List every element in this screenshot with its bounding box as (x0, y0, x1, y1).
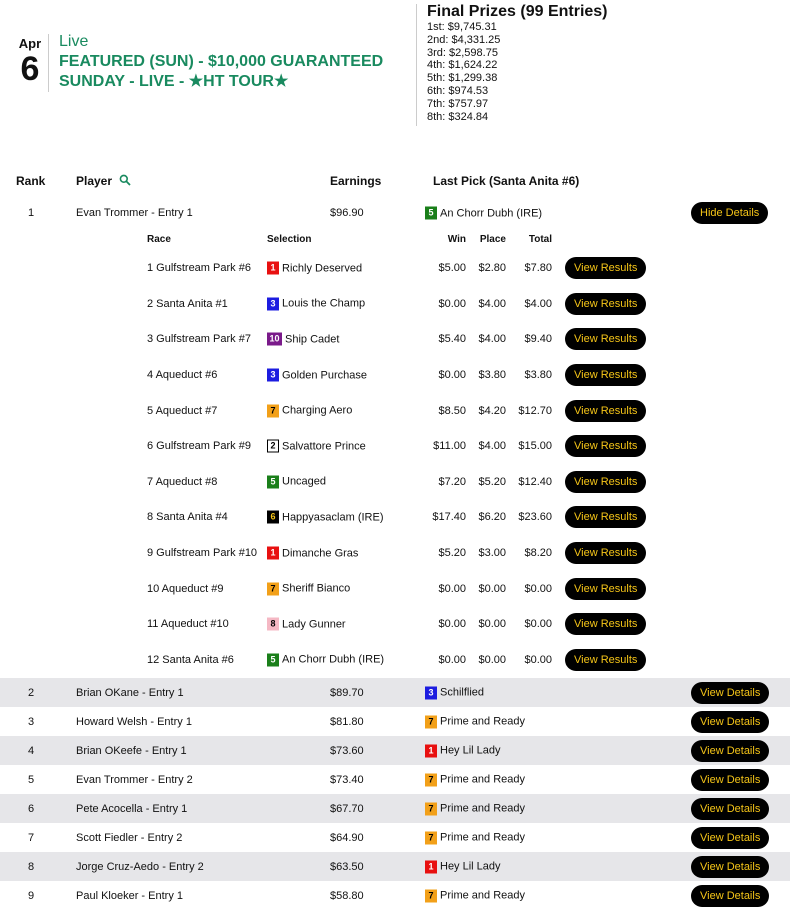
player-row (0, 736, 790, 765)
post-number-badge: 3 (267, 297, 279, 310)
view-results-button[interactable]: View Results (565, 471, 646, 493)
selection (267, 297, 365, 310)
selection (267, 653, 384, 666)
total-amount: $15.00 (518, 440, 552, 453)
horse-name: Dimanche Gras (282, 547, 359, 560)
total-amount: $12.40 (518, 475, 552, 488)
horse-name: Hey Lil Lady (440, 860, 501, 873)
place-amount: $4.00 (478, 440, 506, 453)
win-amount: $0.00 (438, 369, 466, 382)
earnings: $73.40 (330, 773, 364, 786)
view-details-button[interactable]: View Details (691, 740, 769, 762)
horse-name: Uncaged (282, 475, 327, 488)
player-name: Jorge Cruz-Aedo - Entry 2 (76, 860, 204, 873)
last-pick (425, 889, 525, 902)
race-row (0, 357, 790, 393)
horse-name: Louis the Champ (282, 297, 366, 310)
detail-header-selection: Selection (267, 234, 312, 245)
total-amount: $0.00 (524, 653, 552, 666)
rank: 2 (28, 686, 35, 699)
win-amount: $0.00 (438, 297, 466, 310)
total-amount: $8.20 (524, 547, 552, 560)
last-pick (425, 860, 501, 873)
post-number-badge: 7 (425, 831, 437, 844)
horse-name: Sheriff Bianco (282, 582, 351, 595)
view-details-button[interactable]: View Details (691, 885, 769, 907)
last-pick (425, 686, 484, 699)
post-number-badge: 5 (267, 653, 279, 666)
event-month: Apr (18, 36, 42, 51)
view-results-button[interactable]: View Results (565, 328, 646, 350)
player-row (0, 765, 790, 794)
detail-header-win: Win (447, 234, 466, 245)
event-date (12, 36, 48, 88)
place-amount: $0.00 (478, 582, 506, 595)
post-number-badge: 2 (267, 440, 279, 453)
place-amount: $3.80 (478, 369, 506, 382)
prizes-list (427, 21, 608, 123)
total-amount: $9.40 (524, 333, 552, 346)
place-amount: $0.00 (478, 618, 506, 631)
horse-name: Prime and Ready (440, 773, 525, 786)
prize-item: 7th: $757.97 (427, 97, 489, 110)
selection (267, 440, 366, 453)
column-header-player-label: Player (76, 174, 113, 188)
player-row (0, 881, 790, 910)
horse-name: Salvattore Prince (282, 440, 366, 453)
last-pick (425, 831, 525, 844)
prize-item: 3rd: $2,598.75 (427, 46, 498, 59)
horse-name: Schilflied (440, 686, 485, 699)
race-row (0, 535, 790, 571)
win-amount: $0.00 (438, 582, 466, 595)
selection (267, 547, 358, 560)
detail-header-race: Race (147, 234, 171, 245)
place-amount: $4.00 (478, 333, 506, 346)
player-name: Paul Kloeker - Entry 1 (76, 889, 183, 902)
horse-name: Prime and Ready (440, 889, 525, 902)
post-number-badge: 3 (425, 686, 437, 699)
win-amount: $7.20 (438, 475, 466, 488)
view-results-button[interactable]: View Results (565, 257, 646, 279)
player-row (0, 823, 790, 852)
prize-item: 5th: $1,299.38 (427, 72, 498, 85)
earnings: $63.50 (330, 860, 364, 873)
race-row (0, 607, 790, 643)
post-number-badge: 8 (267, 618, 279, 631)
post-number-badge: 7 (425, 715, 437, 728)
race-name: 12 Santa Anita #6 (147, 653, 234, 666)
place-amount: $4.00 (478, 297, 506, 310)
post-number-badge: 7 (267, 582, 279, 595)
player-name: Brian OKane - Entry 1 (76, 686, 184, 699)
race-name: 1 Gulfstream Park #6 (147, 262, 251, 275)
place-amount: $0.00 (478, 653, 506, 666)
race-row (0, 322, 790, 358)
win-amount: $5.40 (438, 333, 466, 346)
view-details-button[interactable]: View Details (691, 827, 769, 849)
selection (267, 618, 346, 631)
horse-name: Ship Cadet (285, 333, 340, 346)
prize-item: 4th: $1,624.22 (427, 59, 498, 72)
race-name: 4 Aqueduct #6 (147, 369, 218, 382)
view-results-button[interactable]: View Results (565, 400, 646, 422)
earnings: $96.90 (330, 207, 364, 219)
win-amount: $17.40 (432, 511, 466, 524)
total-amount: $23.60 (518, 511, 552, 524)
last-pick (425, 744, 501, 757)
prizes-heading: Final Prizes (99 Entries) (427, 3, 608, 20)
race-row (0, 251, 790, 287)
rank: 6 (28, 802, 35, 815)
race-name: 11 Aqueduct #10 (147, 618, 229, 631)
race-name: 2 Santa Anita #1 (147, 297, 228, 310)
detail-header-total: Total (528, 234, 552, 245)
view-results-button[interactable]: View Results (565, 613, 646, 635)
race-name: 10 Aqueduct #9 (147, 582, 224, 595)
post-number-badge: 10 (267, 333, 282, 346)
selection (267, 582, 350, 595)
race-row (0, 642, 790, 678)
player-row (0, 707, 790, 736)
view-details-button[interactable]: View Details (691, 769, 769, 791)
prize-item: 6th: $974.53 (427, 84, 489, 97)
earnings: $73.60 (330, 744, 364, 757)
horse-name: Prime and Ready (440, 802, 525, 815)
prize-item: 2nd: $4,331.25 (427, 33, 501, 46)
rank: 5 (28, 773, 35, 786)
horse-name: Golden Purchase (282, 369, 367, 382)
post-number-badge: 1 (425, 744, 437, 757)
event-day: 6 (20, 50, 40, 88)
win-amount: $11.00 (433, 440, 466, 453)
post-number-badge: 1 (267, 547, 279, 560)
rank: 7 (28, 831, 35, 844)
total-amount: $0.00 (524, 618, 552, 631)
place-amount: $4.20 (478, 404, 506, 417)
player-name: Brian OKeefe - Entry 1 (76, 744, 187, 757)
search-icon[interactable] (119, 174, 131, 189)
race-row (0, 429, 790, 465)
post-number-badge: 7 (267, 404, 279, 417)
player-row (0, 852, 790, 881)
prize-item: 1st: $9,745.31 (427, 21, 497, 33)
tournament-header (0, 0, 790, 130)
race-row (0, 464, 790, 500)
rank: 9 (28, 889, 35, 902)
post-number-badge: 5 (425, 207, 437, 220)
earnings: $58.80 (330, 889, 364, 902)
horse-name: Happyasaclam (IRE) (282, 511, 384, 524)
selection (267, 404, 352, 417)
column-header-earnings: Earnings (330, 174, 382, 188)
view-results-button[interactable]: View Results (565, 293, 646, 315)
selection (267, 262, 362, 275)
race-name: 8 Santa Anita #4 (147, 511, 228, 524)
horse-name: Richly Deserved (282, 262, 363, 275)
divider (416, 4, 417, 126)
player-name: Evan Trommer - Entry 1 (76, 207, 193, 219)
player-row (0, 794, 790, 823)
horse-name: An Chorr Dubh (IRE) (282, 653, 385, 666)
last-pick (425, 207, 542, 220)
horse-name: Charging Aero (282, 404, 353, 417)
earnings: $81.80 (330, 715, 364, 728)
rank: 3 (28, 715, 35, 728)
win-amount: $5.00 (438, 262, 466, 275)
hide-details-button[interactable]: Hide Details (691, 202, 768, 224)
view-results-button[interactable]: View Results (565, 435, 646, 457)
view-results-button[interactable]: View Results (565, 364, 646, 386)
view-details-button[interactable]: View Details (691, 856, 769, 878)
divider (48, 34, 49, 92)
post-number-badge: 5 (267, 475, 279, 488)
view-details-button[interactable]: View Details (691, 711, 769, 733)
earnings: $64.90 (330, 831, 364, 844)
post-number-badge: 1 (267, 262, 279, 275)
selection (267, 475, 326, 488)
column-header-rank: Rank (16, 174, 46, 188)
player-name: Howard Welsh - Entry 1 (76, 715, 192, 728)
place-amount: $3.00 (478, 547, 506, 560)
prize-item: 8th: $324.84 (427, 110, 489, 123)
view-results-button[interactable]: View Results (565, 578, 646, 600)
horse-name: Prime and Ready (440, 831, 525, 844)
last-pick (425, 802, 525, 815)
race-name: 7 Aqueduct #8 (147, 475, 218, 488)
view-results-button[interactable]: View Results (565, 649, 646, 671)
column-header-last-pick: Last Pick (Santa Anita #6) (433, 174, 580, 188)
last-pick (425, 715, 525, 728)
total-amount: $7.80 (524, 262, 552, 275)
place-amount: $2.80 (478, 262, 506, 275)
earnings: $67.70 (330, 802, 364, 815)
post-number-badge: 1 (425, 860, 437, 873)
rank: 8 (28, 860, 35, 873)
live-status: Live (59, 33, 89, 50)
place-amount: $5.20 (478, 475, 506, 488)
selection (267, 333, 339, 346)
column-header-player (76, 174, 131, 189)
total-amount: $0.00 (524, 582, 552, 595)
win-amount: $8.50 (438, 404, 466, 417)
player-row (0, 678, 790, 707)
race-name: 6 Gulfstream Park #9 (147, 440, 251, 453)
win-amount: $0.00 (438, 653, 466, 666)
race-row (0, 500, 790, 536)
detail-header-place: Place (479, 234, 506, 245)
selection (267, 511, 383, 524)
tournament-title: FEATURED (SUN) - $10,000 GUARANTEED SUNDAY - LIVE - ★HT TOUR★ (59, 53, 384, 90)
horse-name: Prime and Ready (440, 715, 525, 728)
rank: 1 (28, 207, 35, 219)
post-number-badge: 7 (425, 889, 437, 902)
post-number-badge: 7 (425, 773, 437, 786)
place-amount: $6.20 (478, 511, 506, 524)
selection (267, 369, 367, 382)
total-amount: $4.00 (524, 297, 552, 310)
race-row (0, 286, 790, 322)
horse-name: An Chorr Dubh (IRE) (440, 207, 543, 219)
player-name: Evan Trommer - Entry 2 (76, 773, 193, 786)
prizes-panel (427, 3, 608, 123)
win-amount: $5.20 (438, 547, 466, 560)
player-row-expanded (0, 199, 790, 227)
race-name: 3 Gulfstream Park #7 (147, 333, 251, 346)
horse-name: Hey Lil Lady (440, 744, 501, 757)
earnings: $89.70 (330, 686, 364, 699)
player-name: Pete Acocella - Entry 1 (76, 802, 188, 815)
race-name: 9 Gulfstream Park #10 (147, 547, 258, 560)
view-details-button[interactable]: View Details (691, 682, 769, 704)
view-results-button[interactable]: View Results (565, 506, 646, 528)
last-pick (425, 773, 525, 786)
total-amount: $12.70 (518, 404, 552, 417)
view-results-button[interactable]: View Results (565, 542, 646, 564)
total-amount: $3.80 (524, 369, 552, 382)
post-number-badge: 3 (267, 369, 279, 382)
race-row (0, 571, 790, 607)
player-name: Scott Fiedler - Entry 2 (76, 831, 183, 844)
post-number-badge: 6 (267, 511, 279, 524)
view-details-button[interactable]: View Details (691, 798, 769, 820)
rank: 4 (28, 744, 35, 757)
race-row (0, 393, 790, 429)
post-number-badge: 7 (425, 802, 437, 815)
horse-name: Lady Gunner (282, 618, 346, 631)
race-name: 5 Aqueduct #7 (147, 404, 218, 417)
win-amount: $0.00 (438, 618, 466, 631)
